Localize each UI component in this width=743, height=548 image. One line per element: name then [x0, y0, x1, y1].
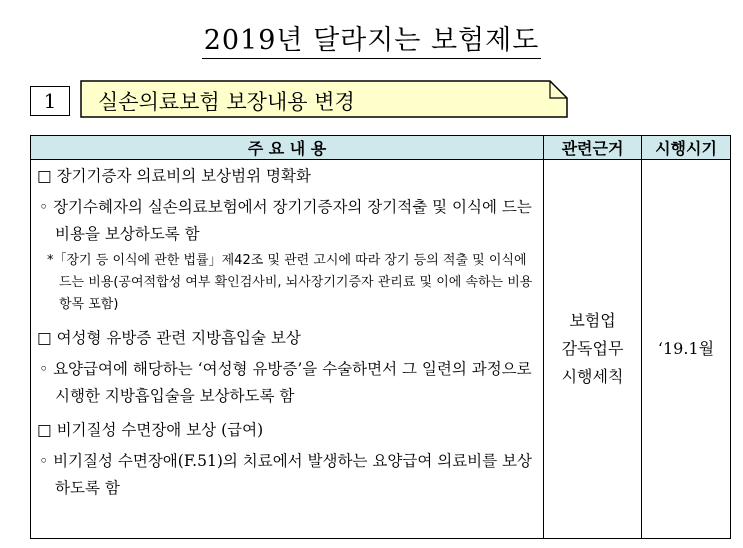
basis-line: 감독업무 [561, 339, 624, 358]
policy-table [30, 135, 731, 539]
list-item: □ 장기기증자 의료비의 보상범위 명확화 [37, 167, 311, 185]
section-banner [80, 80, 568, 118]
table-row [31, 160, 731, 539]
header-basis: 관련근거 [544, 136, 642, 160]
list-item: ◦ 비기질성 수면장애(F.51)의 치료에서 발생하는 요양급여 의료비를 보상하도록 함 [39, 452, 532, 497]
basis-line: 시행세칙 [561, 367, 624, 386]
list-item: ◦ 요양급여에 해당하는 ‘여성형 유방증’을 수술하면서 그 일련의 과정으로 시행한 지방흡입술을 보상하도록 함 [39, 360, 532, 405]
page-title: 2019년 달라지는 보험제도 [0, 18, 743, 57]
date-cell: ‘19.1월 [642, 160, 731, 539]
basis-line: 보험업 [569, 311, 616, 330]
footnote: *「장기 등 이식에 관한 법률」제42조 및 관련 고시에 따라 장기 등의 적출 및 이식에 드는 비용(공여적합성 여부 확인검사비, 뇌사장기기증자 관리료 및 이에 속하는 비용항목 포함) [47, 253, 533, 312]
list-item: □ 여성형 유방증 관련 지방흡입술 보상 [37, 329, 301, 347]
header-date: 시행시기 [642, 136, 731, 160]
list-item: ◦ 장기수혜자의 실손의료보험에서 장기기증자의 장기적출 및 이식에 드는 비용을 보상하도록 함 [39, 198, 532, 243]
header-content: 주 요 내 용 [31, 136, 544, 160]
section-label: 실손의료보험 보장내용 변경 [98, 90, 355, 114]
content-cell [31, 160, 544, 539]
list-item: □ 비기질성 수면장애 보상 (급여) [37, 421, 264, 439]
section-number: 1 [30, 86, 70, 116]
table-header-row [31, 136, 731, 160]
basis-cell [544, 160, 642, 539]
